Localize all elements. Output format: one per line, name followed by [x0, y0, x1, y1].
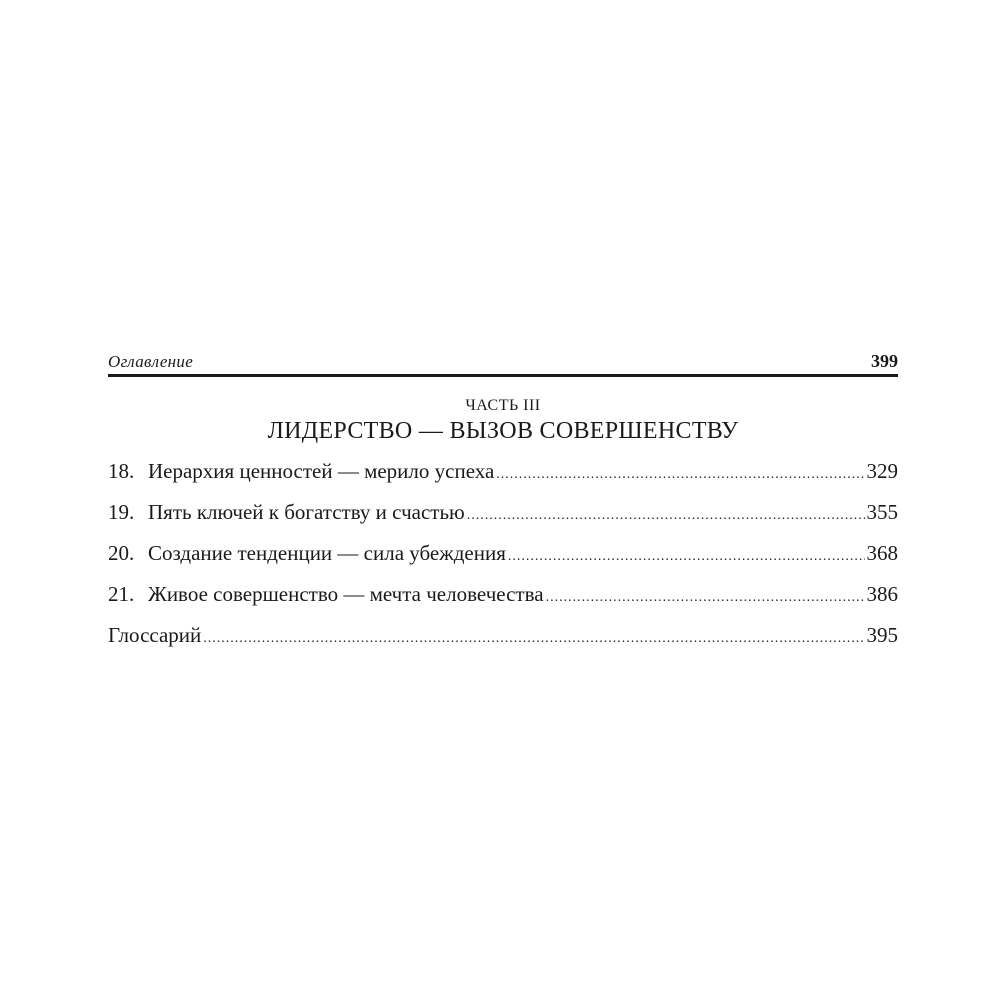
toc-entry-title: Иерархия ценностей — мерило успеха	[148, 459, 495, 483]
toc-entry-number: 19.	[108, 500, 135, 524]
header-rule	[108, 374, 898, 377]
toc-entry[interactable]	[108, 500, 898, 541]
dot-leader	[203, 631, 864, 647]
toc-entry-number: 18.	[108, 459, 135, 483]
toc-entry[interactable]	[108, 541, 898, 582]
toc-entry-page: 355	[866, 500, 898, 524]
toc-entry-title: Создание тенденции — сила убеждения	[148, 541, 506, 565]
part-title: ЛИДЕРСТВО — ВЫЗОВ СОВЕРШЕНСТВУ	[267, 418, 739, 444]
dot-leader	[546, 590, 865, 606]
toc-list	[108, 459, 898, 664]
toc-entry-page: 329	[866, 459, 898, 483]
toc-entry-page: 386	[866, 582, 898, 606]
toc-entry-title: Глоссарий	[108, 623, 202, 647]
toc-entry-title: Живое совершенство — мечта человечества	[148, 582, 544, 606]
toc-entry-title: Пять ключей к богатству и счастью	[148, 500, 465, 524]
dot-leader	[467, 508, 865, 524]
toc-entry-page: 368	[866, 541, 898, 565]
running-header	[108, 348, 898, 372]
dot-leader	[496, 467, 864, 483]
toc-page	[108, 348, 898, 664]
part-label: ЧАСТЬ III	[465, 397, 541, 414]
dot-leader	[508, 549, 865, 565]
toc-entry-number: 21.	[108, 582, 135, 606]
toc-entry-page: 395	[866, 623, 898, 647]
toc-entry[interactable]	[108, 582, 898, 623]
running-header-title: Оглавление	[108, 352, 194, 371]
toc-entry-glossary[interactable]	[108, 623, 898, 664]
toc-entry-number: 20.	[108, 541, 135, 565]
page-number: 399	[871, 351, 898, 371]
toc-entry[interactable]	[108, 459, 898, 500]
